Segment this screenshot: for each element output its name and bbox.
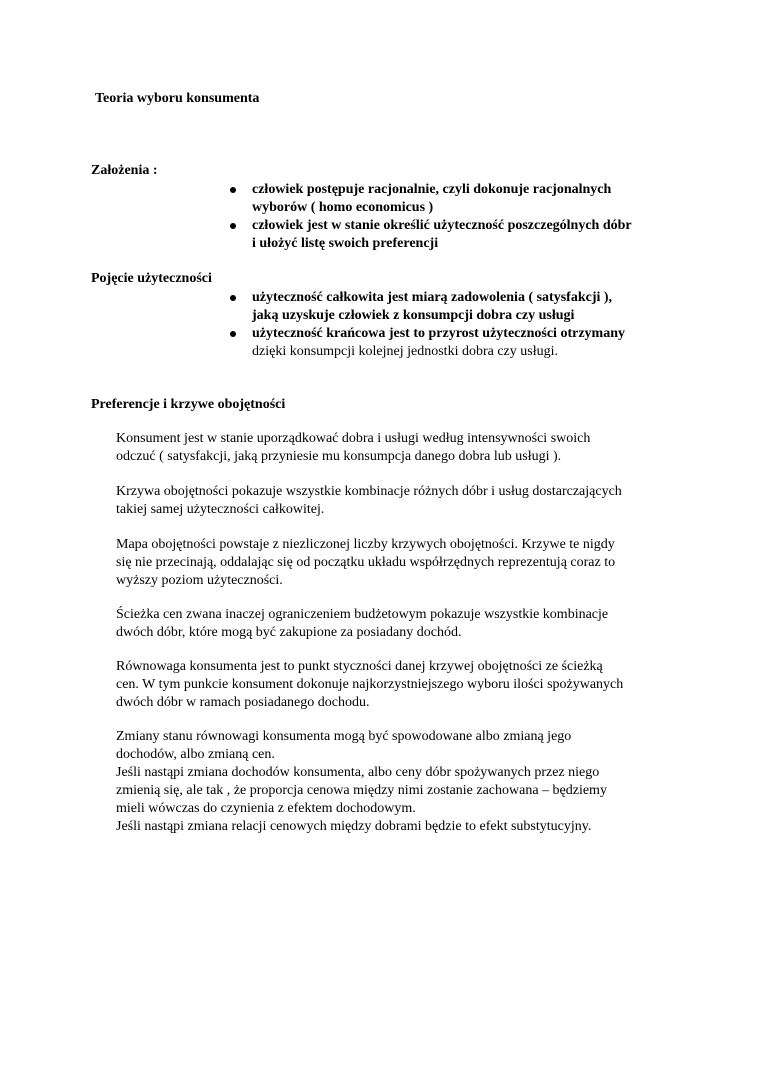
list-item-line: człowiek postępuje racjonalnie, czyli dokonuje racjonalnych [252, 182, 612, 197]
paragraph-zmiany [116, 728, 686, 836]
section-label-zalozenia: Założenia : [91, 163, 158, 178]
section-label-pojecie: Pojęcie użyteczności [91, 271, 212, 286]
list-item [228, 289, 698, 325]
paragraph-line: Konsument jest w stanie uporządkować dobra i usługi według intensywności swoich [116, 431, 591, 446]
paragraph-line: Zmiany stanu równowagi konsumenta mogą być spowodowane albo zmianą jego [116, 729, 572, 744]
paragraph-line: Krzywa obojętności pokazuje wszystkie kombinacje różnych dóbr i usług dostarczających [116, 484, 622, 499]
paragraph-krzywa [116, 483, 686, 519]
paragraph-sciezka [116, 606, 686, 642]
list-item [228, 217, 698, 253]
list-item-line: użyteczność krańcowa jest to przyrost użyteczności otrzymany [252, 326, 625, 341]
bullet-list-pojecie [228, 289, 698, 361]
paragraph-line: Ścieżka cen zwana inaczej ograniczeniem budżetowym pokazuje wszystkie kombinacje [116, 607, 609, 622]
paragraph-line: Równowaga konsumenta jest to punkt styczności danej krzywej obojętności ze ścieżką [116, 659, 603, 674]
paragraph-line: zmienią się, ale tak , że proporcja cenowa między nimi zostanie zachowana – będziemy [116, 783, 607, 798]
paragraph-line: takiej samej użyteczności całkowitej. [116, 502, 325, 517]
paragraph-line: dwóch dóbr w ramach posiadanego dochodu. [116, 695, 370, 710]
list-item-line: jaką uzyskuje człowiek z konsumpcji dobra czy usługi [252, 308, 575, 323]
paragraph-mapa [116, 536, 686, 590]
list-item [228, 181, 698, 217]
list-item-line: i ułożyć listę swoich preferencji [252, 236, 439, 251]
document-title: Teoria wyboru konsumenta [95, 91, 260, 106]
paragraph-line: się nie przecinają, oddalając się od początku układu współrzędnych reprezentują coraz to [116, 555, 616, 570]
paragraph-line: Mapa obojętności powstaje z niezliczonej liczby krzywych obojętności. Krzywe te nigdy [116, 537, 615, 552]
paragraph-line: Jeśli nastąpi zmiana relacji cenowych między dobrami będzie to efekt substytucyjny. [116, 819, 592, 834]
list-item-line: człowiek jest w stanie określić użyteczność poszczególnych dóbr [252, 218, 632, 233]
list-item-line: dzięki konsumpcji kolejnej jednostki dobra czy usługi. [252, 344, 558, 359]
paragraph-line: dwóch dóbr, które mogą być zakupione za posiadany dochód. [116, 625, 462, 640]
paragraph-konsument [116, 430, 686, 466]
list-item-line: wyborów ( homo economicus ) [252, 200, 434, 215]
paragraph-line: wyższy poziom użyteczności. [116, 573, 283, 588]
paragraph-rownowaga [116, 658, 686, 712]
paragraph-line: dochodów, albo zmianą cen. [116, 747, 275, 762]
section-label-preferencje: Preferencje i krzywe obojętności [91, 397, 286, 412]
paragraph-line: Jeśli nastąpi zmiana dochodów konsumenta, albo ceny dóbr spożywanych przez niego [116, 765, 600, 780]
bullet-list-zalozenia [228, 181, 698, 253]
paragraph-line: odczuć ( satysfakcji, jaką przyniesie mu konsumpcja danego dobra lub usługi ). [116, 449, 562, 464]
list-item [228, 325, 698, 361]
list-item-line: użyteczność całkowita jest miarą zadowolenia ( satysfakcji ), [252, 290, 613, 305]
paragraph-line: cen. W tym punkcie konsument dokonuje najkorzystniejszego wyboru ilości spożywanych [116, 677, 624, 692]
paragraph-line: mieli wówczas do czynienia z efektem dochodowym. [116, 801, 416, 816]
